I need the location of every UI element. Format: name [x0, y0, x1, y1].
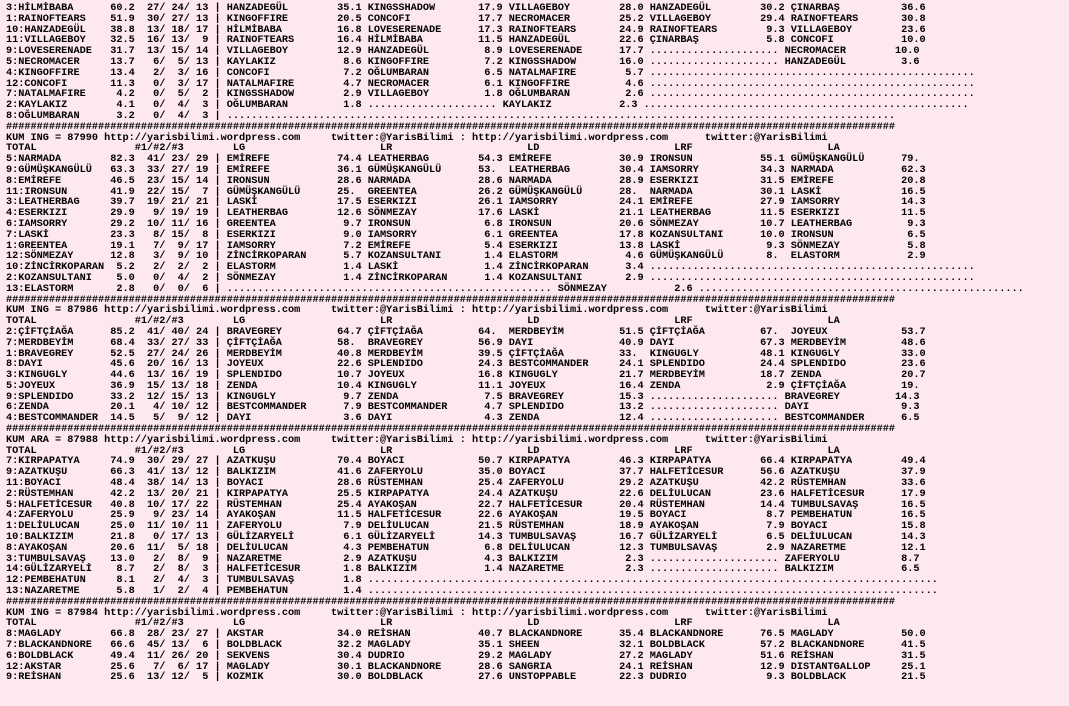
- text-line: 8:AYAKOŞAN 20.6 11/ 5/ 18 | DELİULUCAN 4.3 PEMBEHATUN 6.8 DELİULUCAN 12.3 TUMBULSAVAŞ 2.9 NAZARETME 12.1: [6, 541, 926, 554]
- text-line: TOTAL #1/#2/#3 LG LR LD LRF LA: [6, 142, 840, 155]
- text-line: 3:TUMBULSAVAŞ 13.0 2/ 8/ 9 | NAZARETME 2.9 AZATKUŞU 4.3 BALKIZIM 2.3 ..................... ZAFERYOLU 8.7: [6, 552, 920, 565]
- text-line: 1:DELİULUCAN 25.0 11/ 10/ 11 | ZAFERYOLU 7.9 DELİULUCAN 21.5 RÜSTEMHAN 18.9 AYAKOŞAN 7.9 BOYACI 15.8: [6, 520, 926, 533]
- text-line: 12:CONCOFI 11.3 0/ 3/ 17 | NATALMAFIRE 4.7 NECROMACER 6.1 KINGOFFIRE 4.6 .....................................................: [6, 77, 975, 90]
- text-line: 3:KINGUGLY 44.6 13/ 16/ 19 | SPLENDIDO 10.7 JOYEUX 16.8 KINGUGLY 21.7 MERDBEYİM 18.7 ZENDA 20.7: [6, 369, 926, 382]
- text-line: 3:LEATHERBAG 39.7 19/ 21/ 21 | LASKİ 17.5 ESERKIZI 26.1 IAMSORRY 24.1 EMİREFE 27.9 IAMSORRY 14.3: [6, 196, 926, 209]
- text-line: TOTAL #1/#2/#3 LG LR LD LRF LA: [6, 444, 840, 457]
- text-line: 12:PEMBEHATUN 8.1 2/ 4/ 3 | TUMBULSAVAŞ 1.8 .............................................................................................: [6, 574, 938, 587]
- text-line: 9:REİSHAN 25.6 13/ 12/ 5 | KOZMIK 30.0 BOLDBLACK 27.6 UNSTOPPABLE 22.3 DUDRIO 9.3 BOLDBLACK 21.5: [6, 671, 926, 684]
- text-line: 12:AKSTAR 25.6 7/ 6/ 17 | MAGLADY 30.1 BLACKANDNORE 28.6 SANGRIA 24.1 REİSHAN 12.9 DISTANTGALLOP 25.1: [6, 660, 926, 673]
- text-line: 12:SÖNMEZAY 12.8 3/ 9/ 10 | ZİNCİRKOPARAN 5.7 KOZANSULTANI 1.4 ELASTORM 4.6 GÜMÜŞKANGÜLÜ 8. ELASTORM 2.9: [6, 250, 926, 263]
- text-line: 1:RAINOFTEARS 51.9 30/ 27/ 13 | KINGOFFIRE 20.5 CONCOFI 17.7 NECROMACER 25.2 VILLAGEBOY 29.4 RAINOFTEARS 30.8: [6, 12, 926, 25]
- text-line: 8:EMİREFE 46.5 23/ 15/ 14 | IRONSUN 28.6 NARMADA 28.6 NARMADA 28.9 ESERKIZI 31.5 EMİREFE 20.8: [6, 174, 926, 187]
- text-line: 8:DAYI 45.6 20/ 16/ 13 | JOYEUX 22.6 SPLENDIDO 24.3 BESTCOMMANDER 24.1 SPLENDIDO 24.4 SPLENDIDO 23.6: [6, 358, 926, 371]
- text-line: #################################################################################################################################################: [6, 293, 895, 306]
- text-line: #################################################################################################################################################: [6, 423, 895, 436]
- text-line: TOTAL #1/#2/#3 LG LR LD LRF LA: [6, 315, 840, 328]
- text-line: 5:HALFETİCESUR 40.8 10/ 17/ 22 | RÜSTEMHAN 25.4 AYAKOŞAN 22.7 HALFETİCESUR 20.4 RÜSTEMHAN 14.4 TUMBULSAVAŞ 16.5: [6, 498, 926, 511]
- text-line: 3:HİLMİBABA 60.2 27/ 24/ 13 | HANZADEGÜL 35.1 KINGSSHADOW 17.9 VILLAGEBOY 28.0 HANZADEGÜL 30.2 ÇINARBAŞ 36.6: [6, 2, 926, 14]
- text-line: 9:SPLENDIDO 33.2 12/ 15/ 13 | KINGUGLY 9.7 ZENDA 7.5 BRAVEGREY 15.3 ..................... BRAVEGREY 14.3: [6, 390, 920, 403]
- text-line: 2:KOZANSULTANI 5.0 0/ 4/ 2 | SÖNMEZAY 1.4 ZİNCİRKOPARAN 1.4 KOZANSULTANI 2.9 .....................................................: [6, 271, 975, 284]
- text-line: 6:BOLDBLACK 49.4 11/ 26/ 20 | SEKVENS 30.4 DUDRIO 29.2 MAGLADY 27.2 MAGLADY 51.6 REİSHAN 31.5: [6, 649, 926, 662]
- text-line: 13:NAZARETME 5.8 1/ 2/ 4 | PEMBEHATUN 1.4 .............................................................................................: [6, 585, 938, 598]
- text-line: KUM ING = 87986 http://yarisbilimi.wordpress.com twitter:@YarisBilimi : http://yarisbilimi.wordpress.com twitter:@YarisBilimi: [6, 304, 828, 317]
- text-line: 8:OĞLUMBARAN 3.2 0/ 4/ 3 | .............................................................................................................: [6, 109, 895, 122]
- text-line: 9:LOVESERENADE 31.7 13/ 15/ 14 | VILLAGEBOY 12.9 HANZADEGÜL 8.9 LOVESERENADE 17.7 ..................... NECROMACER 10.0: [6, 45, 920, 58]
- text-line: 6:ZENDA 20.1 4/ 10/ 12 | BESTCOMMANDER 7.9 BESTCOMMANDER 4.7 SPLENDIDO 13.2 ..................... DAYI 9.3: [6, 401, 920, 414]
- text-line: 11:BOYACI 48.4 38/ 14/ 13 | BOYACI 28.6 RÜSTEMHAN 25.4 ZAFERYOLU 29.2 AZATKUŞU 42.2 RÜSTEMHAN 33.6: [6, 477, 926, 490]
- text-line: 7:NATALMAFIRE 4.2 0/ 5/ 2 | KINGSSHADOW 2.9 VILLAGEBOY 1.8 OĞLUMBARAN 2.6 .....................................................: [6, 88, 975, 101]
- text-line: TOTAL #1/#2/#3 LG LR LD LRF LA: [6, 617, 840, 630]
- text-line: 7:MERDBEYİM 68.4 33/ 27/ 33 | ÇİFTÇİAĞA 58. BRAVEGREY 56.9 DAYI 40.9 DAYI 67.3 MERDBEYİM 48.6: [6, 336, 926, 349]
- text-line: 5:JOYEUX 36.9 15/ 13/ 18 | ZENDA 10.4 KINGUGLY 11.1 JOYEUX 16.4 ZENDA 2.9 ÇİFTÇİAĞA 19.: [6, 379, 920, 392]
- text-line: 1:BRAVEGREY 52.5 27/ 24/ 26 | MERDBEYİM 40.8 MERDBEYİM 39.5 ÇİFTÇİAĞA 33. KINGUGLY 48.1 KINGUGLY 33.0: [6, 347, 926, 360]
- text-line: 14:GÜLİZARYELİ 8.7 2/ 8/ 3 | HALFETİCESUR 1.8 BALKIZIM 1.4 NAZARETME 2.3 ..................... BALKIZIM 6.5: [6, 563, 920, 576]
- text-line: 6:IAMSORRY 29.2 10/ 11/ 16 | GREENTEA 9.7 IRONSUN 6.8 IRONSUN 20.6 SÖNMEZAY 10.7 LEATHERBAG 9.3: [6, 217, 926, 230]
- text-line: 5:NARMADA 82.3 41/ 23/ 29 | EMİREFE 74.4 LEATHERBAG 54.3 EMİREFE 30.9 IRONSUN 55.1 GÜMÜŞKANGÜLÜ 79.: [6, 153, 920, 166]
- text-line: #################################################################################################################################################: [6, 595, 895, 608]
- text-line: 11:IRONSUN 41.9 22/ 15/ 7 | GÜMÜŞKANGÜLÜ 25. GREENTEA 26.2 GÜMÜŞKANGÜLÜ 28. NARMADA 30.1 LASKİ 16.5: [6, 185, 926, 198]
- text-line: 7:LASKİ 23.3 8/ 15/ 8 | ESERKIZI 9.0 IAMSORRY 6.1 GREENTEA 17.8 KOZANSULTANI 10.0 IRONSUN 6.5: [6, 228, 926, 241]
- text-line: 4:KINGOFFIRE 13.4 2/ 3/ 16 | CONCOFI 7.2 OĞLUMBARAN 6.5 NATALMAFIRE 5.7 .....................................................: [6, 66, 975, 79]
- text-line: 2:KAYLAKIZ 4.1 0/ 4/ 3 | OĞLUMBARAN 1.8 ..................... KAYLAKIZ 2.3 .....................................................: [6, 99, 969, 112]
- text-line: 7:BLACKANDNORE 66.6 45/ 13/ 6 | BOLDBLACK 32.2 MAGLADY 35.1 SHEEN 32.1 BOLDBLACK 57.2 BLACKANDNORE 41.5: [6, 639, 926, 652]
- text-line: KUM ING = 87984 http://yarisbilimi.wordpress.com twitter:@YarisBilimi : http://yarisbilimi.wordpress.com twitter:@YarisBilimi: [6, 606, 828, 619]
- text-line: 4:ZAFERYOLU 25.9 9/ 23/ 14 | AYAKOŞAN 11.5 HALFETİCESUR 22.6 AYAKOŞAN 19.5 BOYACI 8.7 PEMBEHATUN 16.5: [6, 509, 926, 522]
- text-line: #################################################################################################################################################: [6, 120, 895, 133]
- text-line: 10:ZİNCİRKOPARAN 5.2 2/ 2/ 2 | ELASTORM 1.4 LASKİ 1.4 ZİNCİRKOPARAN 3.4 .....................................................: [6, 261, 975, 274]
- text-line: 11:VILLAGEBOY 32.5 16/ 13/ 9 | RAINOFTEARS 16.4 HİLMİBABA 11.5 HANZADEGÜL 22.6 ÇINARBAŞ 5.8 CONCOFI 10.0: [6, 34, 926, 47]
- text-line: 2:RÜSTEMHAN 42.2 13/ 20/ 21 | KIRPAPATYA 25.5 KIRPAPATYA 24.4 AZATKUŞU 22.6 DELİULUCAN 23.6 HALFETİCESUR 17.9: [6, 487, 926, 500]
- text-line: 13:ELASTORM 2.8 0/ 0/ 6 | ..................................................... SÖNMEZAY 2.6 .....................................................: [6, 282, 1024, 295]
- text-line: 8:MAGLADY 66.8 28/ 23/ 27 | AKSTAR 34.0 REİSHAN 40.7 BLACKANDNORE 35.4 BLACKANDNORE 76.5 MAGLADY 50.0: [6, 628, 926, 641]
- text-line: 10:HANZADEGÜL 38.8 13/ 18/ 17 | HİLMİBABA 16.8 LOVESERENADE 17.3 RAINOFTEARS 24.9 RAINOFTEARS 9.3 VILLAGEBOY 23.6: [6, 23, 926, 36]
- text-line: 9:AZATKUŞU 66.3 41/ 13/ 12 | BALKIZIM 41.6 ZAFERYOLU 35.0 BOYACI 37.7 HALFETİCESUR 56.6 AZATKUŞU 37.9: [6, 466, 926, 479]
- text-line: 4:BESTCOMMANDER 14.5 5/ 9/ 12 | DAYI 3.6 DAYI 4.3 ZENDA 12.4 ..................... BESTCOMMANDER 6.5: [6, 412, 920, 425]
- text-line: KUM ING = 87990 http://yarisbilimi.wordpress.com twitter:@YarisBilimi : http://yarisbilimi.wordpress.com twitter:@YarisBilimi: [6, 131, 828, 144]
- text-line: 9:GÜMÜŞKANGÜLÜ 63.3 33/ 27/ 19 | EMİREFE 36.1 GÜMÜŞKANGÜLÜ 53. LEATHERBAG 30.4 IAMSORRY 34.3 NARMADA 62.3: [6, 163, 926, 176]
- text-line: 4:ESERKIZI 29.9 9/ 19/ 19 | LEATHERBAG 12.6 SÖNMEZAY 17.6 LASKİ 21.1 LEATHERBAG 11.5 ESERKIZI 11.5: [6, 207, 926, 220]
- text-line: 1:GREENTEA 19.1 7/ 9/ 17 | IAMSORRY 7.2 EMİREFE 5.4 ESERKIZI 13.8 LASKİ 9.3 SÖNMEZAY 5.8: [6, 239, 926, 252]
- text-line: KUM ARA = 87988 http://yarisbilimi.wordpress.com twitter:@YarisBilimi : http://yarisbilimi.wordpress.com twitter:@YarisBilimi: [6, 433, 828, 446]
- text-line: 7:KIRPAPATYA 74.9 30/ 29/ 27 | AZATKUŞU 70.4 BOYACI 50.7 KIRPAPATYA 46.3 KIRPAPATYA 66.4 KIRPAPATYA 49.4: [6, 455, 926, 468]
- text-line: 10:BALKIZIM 21.8 0/ 17/ 13 | GÜLİZARYELİ 6.1 GÜLİZARYELİ 14.3 TUMBULSAVAŞ 16.7 GÜLİZARYELİ 6.5 DELİULUCAN 14.3: [6, 531, 926, 544]
- text-line: 5:NECROMACER 13.7 6/ 5/ 13 | KAYLAKIZ 8.6 KINGOFFIRE 7.2 KINGSSHADOW 16.0 ..................... HANZADEGÜL 3.6: [6, 55, 920, 68]
- text-line: 2:ÇİFTÇİAĞA 85.2 41/ 40/ 24 | BRAVEGREY 64.7 ÇİFTÇİAĞA 64. MERDBEYİM 51.5 ÇİFTÇİAĞA 67. JOYEUX 53.7: [6, 325, 926, 338]
